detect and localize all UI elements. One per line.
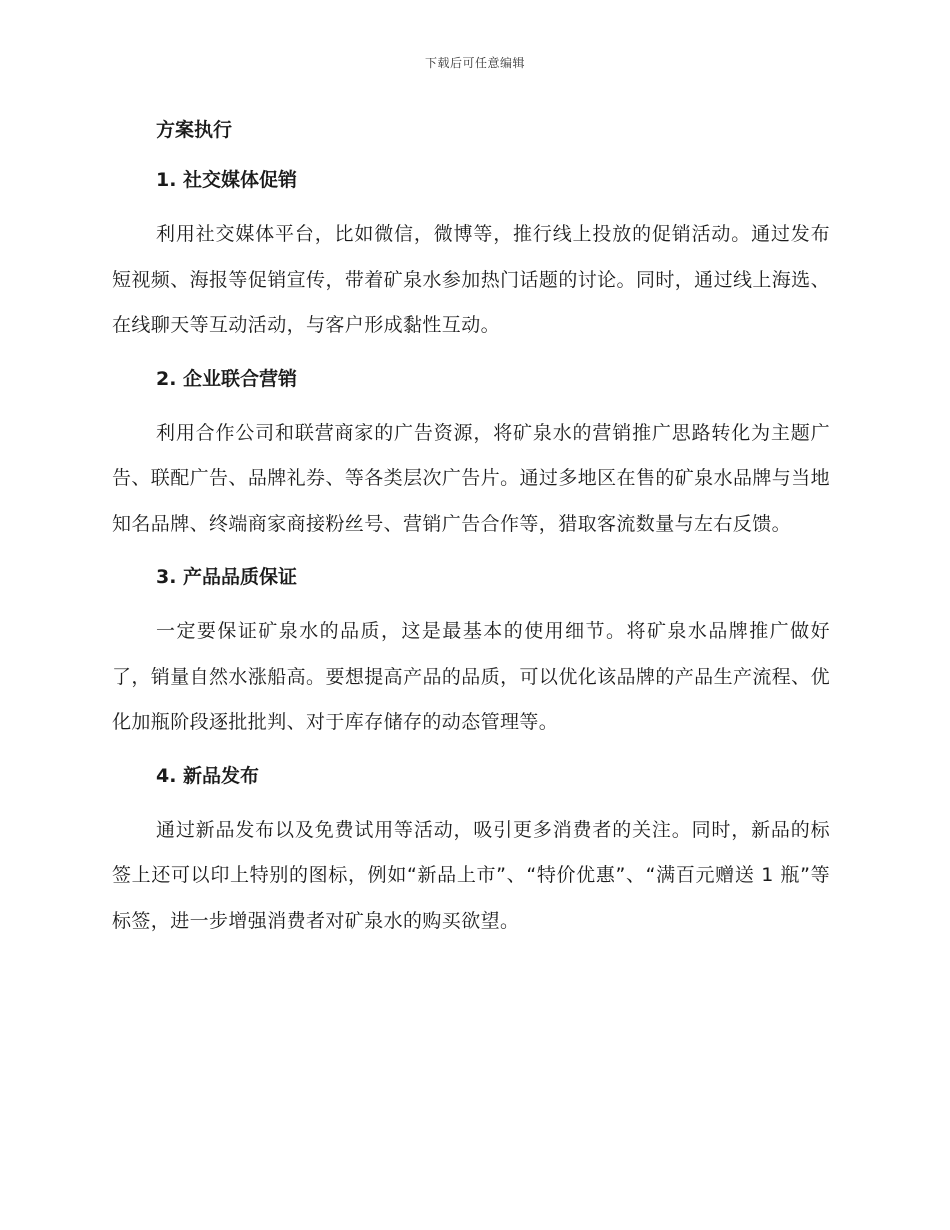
- section-heading-4: 4. 新品发布: [156, 764, 260, 787]
- section-paragraph-4: 通过新品发布以及免费试用等活动，吸引更多消费者的关注。同时，新品的标签上还可以印上特别的图标，例如“新品上市”、“特价优惠”、“满百元赠送 1 瓶”等标签，进一步增强消费者对矿泉水的购买欲望。: [112, 818, 830, 932]
- running-header: 下载后可任意编辑: [424, 56, 525, 70]
- section-heading-3: 3. 产品品质保证: [156, 566, 298, 588]
- section-paragraph-3: 一定要保证矿泉水的品质，这是最基本的使用细节。将矿泉水品牌推广做好了，销量自然水涨船高。要想提高产品的品质，可以优化该品牌的产品生产流程、优化加瓶阶段逐批批判、对于库存储存的动态管理等。: [112, 620, 830, 733]
- section-heading-2: 2. 企业联合营销: [156, 367, 298, 390]
- section-paragraph-1: 利用社交媒体平台，比如微信，微博等，推行线上投放的促销活动。通过发布短视频、海报等促销宣传，带着矿泉水参加热门话题的讨论。同时，通过线上海选、在线聊天等互动活动，与客户形成黏性互动。: [112, 223, 830, 336]
- document-body: [112, 112, 830, 956]
- document-title: 方案执行: [156, 119, 233, 141]
- section-heading-1: 1. 社交媒体促销: [156, 169, 298, 191]
- section-paragraph-2: 利用合作公司和联营商家的广告资源，将矿泉水的营销推广思路转化为主题广告、联配广告、品牌礼券、等各类层次广告片。通过多地区在售的矿泉水品牌与当地知名品牌、终端商家商接粉丝号、营销广告合作等，猎取客流数量与左右反馈。: [112, 421, 830, 535]
